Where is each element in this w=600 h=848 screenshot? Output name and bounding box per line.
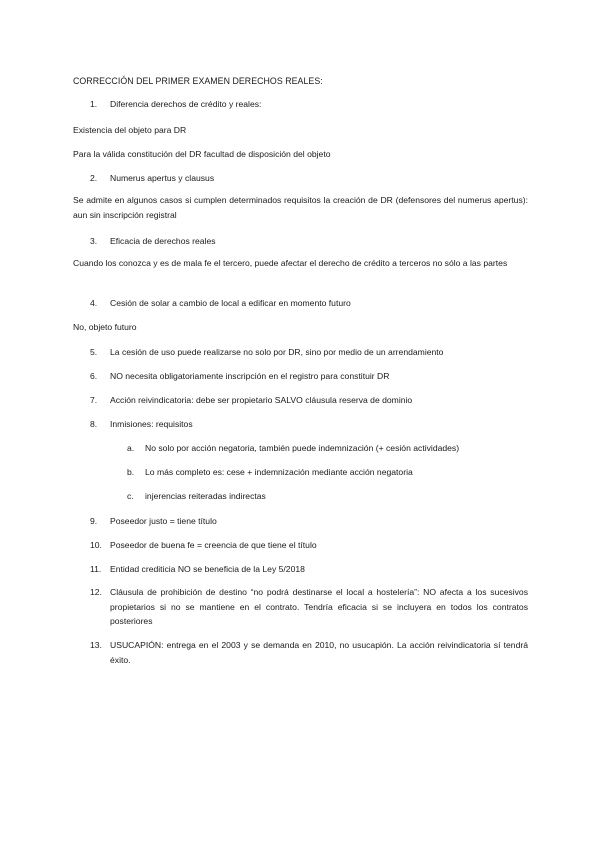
item-text: Diferencia derechos de crédito y reales: bbox=[110, 99, 262, 109]
sub-list-item-a bbox=[127, 443, 459, 453]
item-text: Eficacia de derechos reales bbox=[110, 236, 216, 246]
list-item-3 bbox=[90, 236, 216, 246]
item-number: 7. bbox=[90, 395, 98, 405]
note-paragraph: Cuando los conozca y es de mala fe el tercero, puede afectar el derecho de crédito a terceros no sólo a las partes bbox=[73, 258, 508, 268]
document-title: CORRECCIÓN DEL PRIMER EXAMEN DERECHOS REALES: bbox=[73, 76, 323, 86]
item-text: La cesión de uso puede realizarse no solo por DR, sino por medio de un arrendamiento bbox=[110, 347, 444, 357]
item-text: Cláusula de prohibición de destino “no podrá destinarse el local a hostelería”: NO afecta a los sucesivos propietarios si no se mantiene en el contrato. Tendría eficacia si se incluyera en todos los contratos posteriores bbox=[110, 587, 528, 626]
list-item-1 bbox=[90, 99, 261, 109]
item-text: Poseedor justo = tiene título bbox=[110, 516, 217, 526]
item-text: Entidad crediticia NO se beneficia de la Ley 5/2018 bbox=[110, 564, 305, 574]
note-paragraph: Se admite en algunos casos si cumplen determinados requisitos la creación de DR (defensores del numerus apertus): aun sin inscripción registral bbox=[73, 195, 528, 220]
subitem-text: Lo más completo es: cese + indemnización mediante acción negatoria bbox=[145, 467, 413, 477]
sub-list-item-b bbox=[127, 467, 413, 477]
list-item-10 bbox=[90, 540, 317, 550]
item-number: 1. bbox=[90, 99, 98, 109]
item-number: 10. bbox=[90, 540, 102, 550]
list-item-9 bbox=[90, 516, 217, 526]
item-number: 2. bbox=[90, 173, 98, 183]
item-text: Acción reivindicatoria: debe ser propietario SALVO cláusula reserva de dominio bbox=[110, 395, 413, 405]
item-text: Inmisiones: requisitos bbox=[110, 419, 193, 429]
item-text: Cesión de solar a cambio de local a edificar en momento futuro bbox=[110, 298, 351, 308]
list-item-6 bbox=[90, 371, 389, 381]
note-paragraph: No, objeto futuro bbox=[73, 322, 137, 332]
item-number: 3. bbox=[90, 236, 98, 246]
item-text: Poseedor de buena fe = creencia de que tiene el título bbox=[110, 540, 317, 550]
subitem-text: injerencias reiteradas indirectas bbox=[145, 491, 266, 501]
list-item-4 bbox=[90, 298, 351, 308]
subitem-letter: c. bbox=[127, 491, 134, 501]
subitem-letter: b. bbox=[127, 467, 135, 477]
item-number: 8. bbox=[90, 419, 98, 429]
list-item-8 bbox=[90, 419, 193, 429]
subitem-letter: a. bbox=[127, 443, 135, 453]
sub-list-item-c bbox=[127, 491, 266, 501]
item-number: 6. bbox=[90, 371, 98, 381]
list-item-7 bbox=[90, 395, 412, 405]
list-item-5 bbox=[90, 347, 443, 357]
note-paragraph: Existencia del objeto para DR bbox=[73, 125, 187, 135]
item-number: 5. bbox=[90, 347, 98, 357]
item-text: USUCAPIÓN: entrega en el 2003 y se demanda en 2010, no usucapión. La acción reivindicatoria sí tendrá éxito. bbox=[110, 640, 528, 665]
item-number: 13. bbox=[90, 640, 102, 650]
list-item-12 bbox=[90, 585, 528, 626]
item-number: 9. bbox=[90, 516, 98, 526]
item-number: 11. bbox=[90, 564, 102, 574]
subitem-text: No solo por acción negatoria, también puede indemnización (+ cesión actividades) bbox=[145, 443, 460, 453]
item-text: Numerus apertus y clausus bbox=[110, 173, 215, 183]
item-number: 4. bbox=[90, 298, 98, 308]
list-item-11 bbox=[90, 564, 305, 574]
item-number: 12. bbox=[90, 587, 102, 597]
list-item-13 bbox=[90, 638, 528, 665]
note-paragraph: Para la válida constitución del DR facultad de disposición del objeto bbox=[73, 149, 331, 159]
item-text: NO necesita obligatoriamente inscripción en el registro para constituir DR bbox=[110, 371, 390, 381]
list-item-2 bbox=[90, 173, 214, 183]
